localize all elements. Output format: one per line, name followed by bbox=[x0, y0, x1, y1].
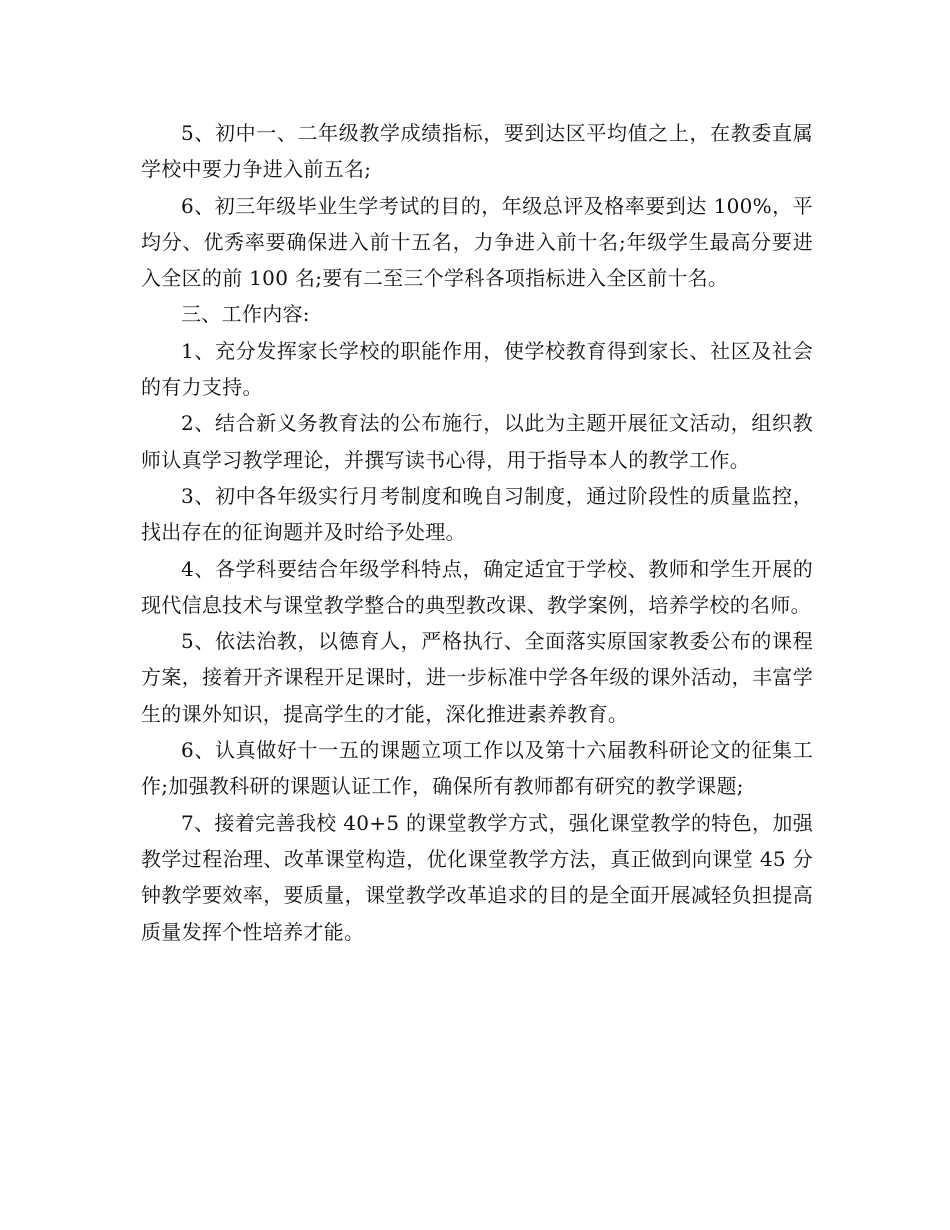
paragraph-grade-3-exam-targets: 6、初三年级毕业生学考试的目的，年级总评及格率要到达 100%，平均分、优秀率要确保进入前十五名，力争进入前十名;年级学生最高分要进入全区的前 100 名;要有二至三个学科各项指标进入全区前十名。 bbox=[141, 193, 813, 291]
paragraph-monthly-exams: 3、初中各年级实行月考制度和晚自习制度，通过阶段性的质量监控，找出存在的征询题并及时给予处理。 bbox=[141, 483, 813, 545]
paragraph-grade-1-2-targets: 5、初中一、二年级教学成绩指标，要到达区平均值之上，在教委直属学校中要力争进入前五名; bbox=[141, 121, 813, 182]
paragraph-curriculum-plan: 5、依法治教，以德育人，严格执行、全面落实原国家教委公布的课程方案，接着开齐课程开足课时，进一步标准中学各年级的课外活动，丰富学生的课外知识，提高学生的才能，深化推进素养教育。 bbox=[141, 629, 813, 726]
paragraph-it-integration: 4、各学科要结合年级学科特点，确定适宜于学校、教师和学生开展的现代信息技术与课堂教学整合的典型教改课、教学案例，培养学校的名师。 bbox=[141, 556, 813, 617]
paragraph-essay-activity: 2、结合新义务教育法的公布施行，以此为主题开展征文活动，组织教师认真学习教学理论，并撰写读书心得，用于指导本人的教学工作。 bbox=[141, 411, 813, 472]
section-heading-work-content: 三、工作内容: bbox=[181, 302, 310, 327]
paragraph-research-projects: 6、认真做好十一五的课题立项工作以及第十六届教科研论文的征集工作;加强教科研的课题认证工作，确保所有教师都有研究的教学课题; bbox=[141, 738, 813, 799]
document-body bbox=[141, 115, 813, 950]
paragraph-parent-school: 1、充分发挥家长学校的职能作用，使学校教育得到家长、社区及社会的有力支持。 bbox=[141, 338, 813, 400]
paragraph-classroom-teaching: 7、接着完善我校 40+5 的课堂教学方式，强化课堂教学的特色，加强教学过程治理、改革课堂构造，优化课堂教学方法，真正做到向课堂 45 分钟教学要效率，要质量，课堂教学改革追求的目的是全面开展减轻负担提高质量发挥个性培养才能。 bbox=[141, 810, 813, 944]
